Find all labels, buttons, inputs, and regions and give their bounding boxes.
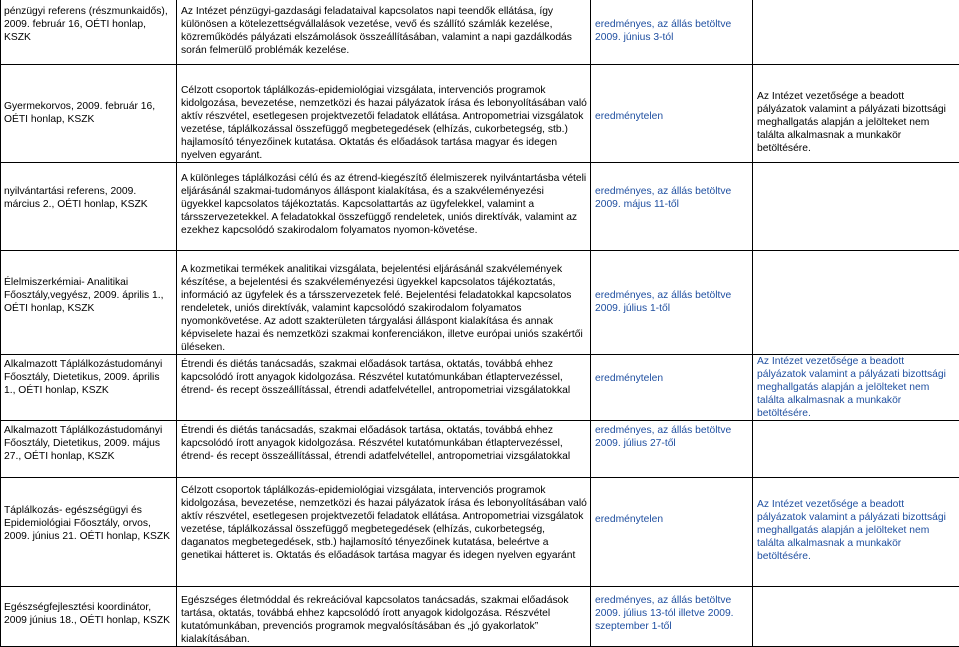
position-cell: Táplálkozás- egészségügyi és Epidemiológiai Főosztály, orvos, 2009. június 21. OÉTI honlap, KSZK bbox=[1, 478, 177, 587]
description-cell: Az Intézet pénzügyi-gazdasági feladataival kapcsolatos napi teendők ellátása, így különösen a kötelezettségvállalások vezetése, vevő és szállító számlák kezelése, közreműködés pályázati elszámolások összeállításában, valamint a napi gazdálkodás során felmerülő problémák kezelése. bbox=[177, 0, 591, 65]
position-cell: nyilvántartási referens, 2009. március 2., OÉTI honlap, KSZK bbox=[1, 163, 177, 251]
result-cell: eredményes, az állás betöltve 2009. június 3-tól bbox=[591, 0, 753, 65]
note-cell: Az Intézet vezetősége a beadott pályázatok valamint a pályázati bizottsági meghallgatás alapján a jelölteket nem találta alkalmasnak a munkakör betöltésére. bbox=[753, 355, 959, 421]
position-cell: Élelmiszerkémiai- Analitikai Főosztály,vegyész, 2009. április 1., OÉTI honlap, KSZK bbox=[1, 251, 177, 355]
position-cell: Egészségfejlesztési koordinátor, 2009 június 18., OÉTI honlap, KSZK bbox=[1, 587, 177, 647]
note-cell: Az Intézet vezetősége a beadott pályázatok valamint a pályázati bizottsági meghallgatás alapján a jelölteket nem találta alkalmasnak a munkakör betöltésére. bbox=[753, 65, 959, 163]
table-row bbox=[1, 587, 959, 647]
note-cell bbox=[753, 421, 959, 478]
note-cell bbox=[753, 587, 959, 647]
description-cell: Étrendi és diétás tanácsadás, szakmai előadások tartása, oktatás, továbbá ehhez kapcsolódó írott anyagok kidolgozása. Részvétel kutatómunkában étlaptervezéssel, étrend- és recept összeállítással, étrendi adatfelvétellel, antropometriai vizsgálatokkal bbox=[177, 355, 591, 421]
table-row bbox=[1, 163, 959, 251]
note-cell bbox=[753, 0, 959, 65]
description-cell: Célzott csoportok táplálkozás-epidemiológiai vizsgálata, intervenciós programok kidolgozása, bevezetése, nemzetközi és hazai pályázatok írása és lebonyolításában való aktív részvétel, esetlegesen projektvezetői feladatok ellátása. Antropometriai vizsgálatok vezetése, táplálkozással összefüggő megbetegedések (elhízás, cukorbetegség, daganatos megbetegedések, stb.) hajlamosító tényezőinek kutatása, beleértve a genetikai hátteret is. Oktatás és előadások tartása magyar és idegen nyelven egyaránt bbox=[177, 478, 591, 587]
description-cell: A különleges táplálkozási célú és az étrend-kiegészítő élelmiszerek nyilvántartásba vételi eljárásánál szakmai-tudományos álláspont kialakítása, és a szakvéleményezési ügyekkel kapcsolatos tájékoztatás. Kapcsolattartás az ügyfelekkel, valamint a társszervezetekkel. A feladatokkal összefüggő rendeletek, uniós direktívák, valamint az ezekhez kapcsolódó szakirodalom folyamatos nyomon-követése. bbox=[177, 163, 591, 251]
description-cell: A kozmetikai termékek analitikai vizsgálata, bejelentési eljárásánál szakvélemények készítése, a bejelentési és szakvéleményezési ügyekkel kapcsolatos tájékoztatás, információ az ügyfelek és a társszervezetek felé. Bejelentési feladatokkal kapcsolatos rendeletek, uniós direktívák, valamint kapcsolódó szakirodalom folyamatos nyomonkövetése. Az adott szakterületen tárgyalási álláspont kialakítása és annak képviselete hazai és nemzetközi szakmai konferenciákon, illetve európai uniós szakértői üléseken. bbox=[177, 251, 591, 355]
result-cell: eredményes, az állás betöltve 2009. május 11-től bbox=[591, 163, 753, 251]
table-row bbox=[1, 65, 959, 163]
table-row bbox=[1, 478, 959, 587]
note-cell bbox=[753, 251, 959, 355]
result-cell: eredményes, az állás betöltve 2009. július 13-tól illetve 2009. szeptember 1-től bbox=[591, 587, 753, 647]
table-row bbox=[1, 421, 959, 478]
table-row bbox=[1, 0, 959, 65]
result-cell: eredményes, az állás betöltve 2009. július 27-től bbox=[591, 421, 753, 478]
position-cell: Alkalmazott Táplálkozástudományi Főosztály, Dietetikus, 2009. április 1., OÉTI honlap, KSZK bbox=[1, 355, 177, 421]
position-cell: pénzügyi referens (részmunkaidős), 2009. február 16, OÉTI honlap, KSZK bbox=[1, 0, 177, 65]
position-cell: Alkalmazott Táplálkozástudományi Főosztály, Dietetikus, 2009. május 27., OÉTI honlap, KSZK bbox=[1, 421, 177, 478]
result-cell: eredménytelen bbox=[591, 478, 753, 587]
result-cell: eredménytelen bbox=[591, 65, 753, 163]
table-row bbox=[1, 355, 959, 421]
result-cell: eredménytelen bbox=[591, 355, 753, 421]
table-row bbox=[1, 251, 959, 355]
note-cell: Az Intézet vezetősége a beadott pályázatok valamint a pályázati bizottsági meghallgatás alapján a jelölteket nem találta alkalmasnak a munkakör betöltésére. bbox=[753, 478, 959, 587]
result-cell: eredményes, az állás betöltve 2009. július 1-től bbox=[591, 251, 753, 355]
description-cell: Étrendi és diétás tanácsadás, szakmai előadások tartása, oktatás, továbbá ehhez kapcsolódó írott anyagok kidolgozása. Részvétel kutatómunkában étlaptervezéssel, étrend- és recept összeállítással, étrendi adatfelvétellel, antropometriai vizsgálatokkal bbox=[177, 421, 591, 478]
description-cell: Célzott csoportok táplálkozás-epidemiológiai vizsgálata, intervenciós programok kidolgozása, bevezetése, nemzetközi és hazai pályázatok írása és lebonyolításában való aktív részvétel, esetlegesen projektvezetői feladatok ellátása. Antropometriai vizsgálatok vezetése, táplálkozással összefüggő megbetegedések (elhízás, cukorbetegség, stb.) hajlamosító tényezőinek kutatása. Oktatás és előadások tartása magyar és idegen nyelven egyaránt. bbox=[177, 65, 591, 163]
note-cell bbox=[753, 163, 959, 251]
position-cell: Gyermekorvos, 2009. február 16, OÉTI honlap, KSZK bbox=[1, 65, 177, 163]
description-cell: Egészséges életmóddal és rekreációval kapcsolatos tanácsadás, szakmai előadások tartása, oktatás, továbbá ehhez kapcsolódó írott anyagok kidolgozása. Részvétel kutatómunkában, prevenciós programok megvalósításában és „jó gyakorlatok” kialakításában. bbox=[177, 587, 591, 647]
